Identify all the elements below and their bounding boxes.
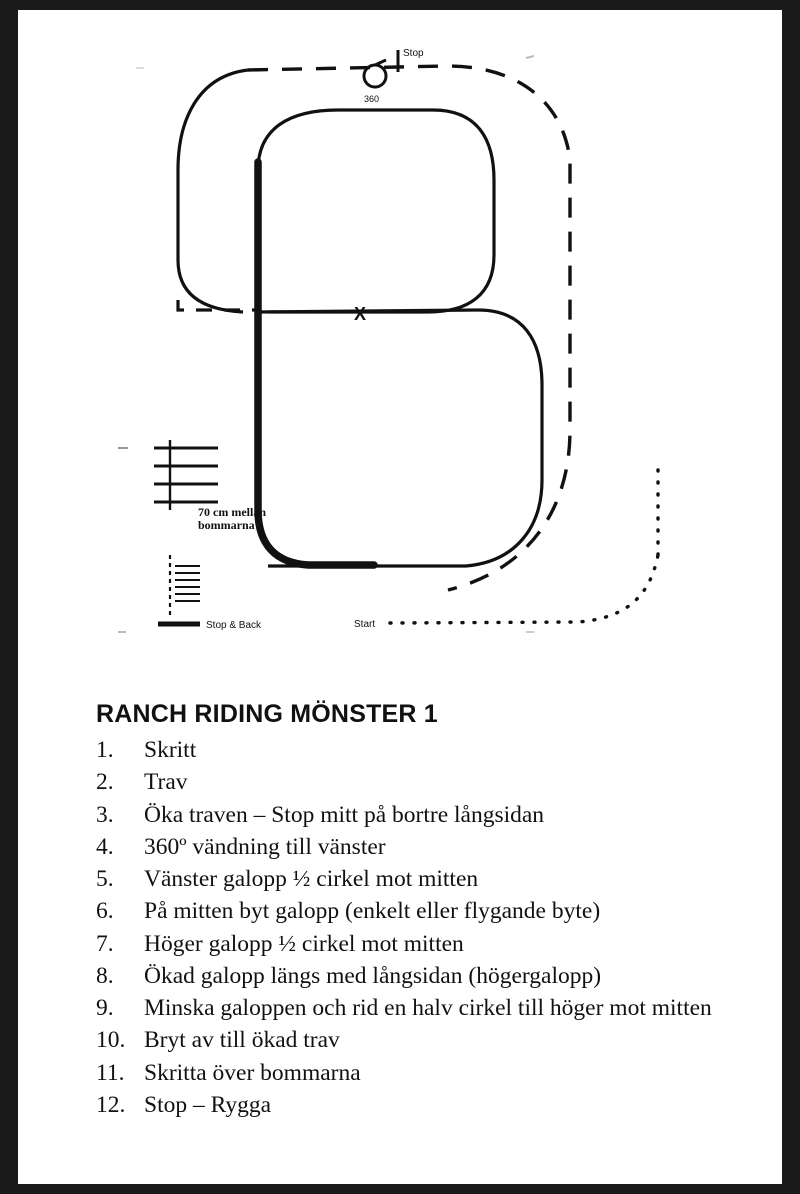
outer-left-solid-path bbox=[178, 70, 248, 312]
list-item-number: 9. bbox=[96, 995, 114, 1021]
list-item bbox=[96, 864, 756, 895]
list-item-number: 4. bbox=[96, 833, 114, 860]
list-item bbox=[96, 800, 756, 831]
pattern-diagram bbox=[18, 10, 782, 660]
center-marker-x: X bbox=[354, 304, 367, 324]
list-item-label: Skritta över bommarna bbox=[144, 1059, 361, 1086]
pattern-instructions bbox=[96, 700, 756, 1122]
list-item-number: 7. bbox=[96, 930, 114, 957]
list-item bbox=[96, 735, 756, 766]
list-item-label: Öka traven – Stop mitt på bortre långsidan bbox=[144, 801, 545, 828]
turn-360-tail bbox=[375, 60, 386, 65]
upper-inner-loop-path bbox=[258, 110, 494, 312]
list-item-label: Skritt bbox=[144, 737, 197, 763]
stop-and-back-label: Stop & Back bbox=[206, 620, 262, 631]
start-label: Start bbox=[354, 619, 376, 630]
list-item-label: Bryt av till ökad trav bbox=[144, 1027, 340, 1054]
list-item-label: Stop – Rygga bbox=[144, 1091, 272, 1118]
list-item bbox=[96, 993, 756, 1024]
list-item-number: 8. bbox=[96, 962, 114, 989]
back-up-hatch-group bbox=[170, 555, 200, 615]
list-item-number: 10. bbox=[96, 1027, 126, 1054]
poles-note-line2: bommarna bbox=[198, 518, 255, 532]
list-item-number: 5. bbox=[96, 866, 114, 892]
stop-label: Stop bbox=[403, 48, 424, 59]
ground-poles-group bbox=[154, 440, 218, 510]
list-item-number: 3. bbox=[96, 801, 114, 828]
list-item-label: Ökad galopp längs med långsidan (högergalopp) bbox=[144, 962, 602, 989]
list-item-label: Minska galoppen och rid en halv cirkel till höger mot mitten bbox=[144, 995, 712, 1021]
list-item-label: På mitten byt galopp (enkelt eller flygande byte) bbox=[144, 898, 601, 925]
list-item bbox=[96, 832, 756, 863]
lower-inner-loop-path bbox=[258, 310, 542, 566]
center-heavy-path bbox=[258, 162, 374, 565]
top-right-tick-mark bbox=[526, 56, 534, 58]
list-item-number: 12. bbox=[96, 1091, 126, 1118]
list-item-label: Trav bbox=[144, 769, 188, 796]
steps-list bbox=[96, 735, 756, 1121]
list-item-number: 1. bbox=[96, 737, 114, 763]
list-item bbox=[96, 929, 756, 960]
list-item-label: Vänster galopp ½ cirkel mot mitten bbox=[144, 866, 479, 892]
list-item-label: 360º vändning till vänster bbox=[144, 833, 386, 860]
list-item-number: 11. bbox=[96, 1059, 125, 1086]
list-item bbox=[96, 767, 756, 798]
turn-360-label: 360 bbox=[364, 94, 380, 104]
list-item-number: 6. bbox=[96, 898, 114, 925]
outer-dashed-path bbox=[248, 66, 570, 590]
list-item bbox=[96, 1025, 756, 1056]
list-item bbox=[96, 896, 756, 927]
page-title: RANCH RIDING MÖNSTER 1 bbox=[96, 700, 438, 728]
list-item-label: Höger galopp ½ cirkel mot mitten bbox=[144, 930, 464, 957]
list-item-number: 2. bbox=[96, 769, 114, 796]
turn-360-circle bbox=[364, 65, 386, 87]
pattern-diagram-svg bbox=[18, 10, 782, 660]
list-item bbox=[96, 961, 756, 992]
list-item bbox=[96, 1058, 756, 1089]
poles-note-line1: 70 cm mellan bbox=[198, 505, 266, 519]
document-page bbox=[18, 10, 782, 1184]
list-item bbox=[96, 1090, 756, 1121]
